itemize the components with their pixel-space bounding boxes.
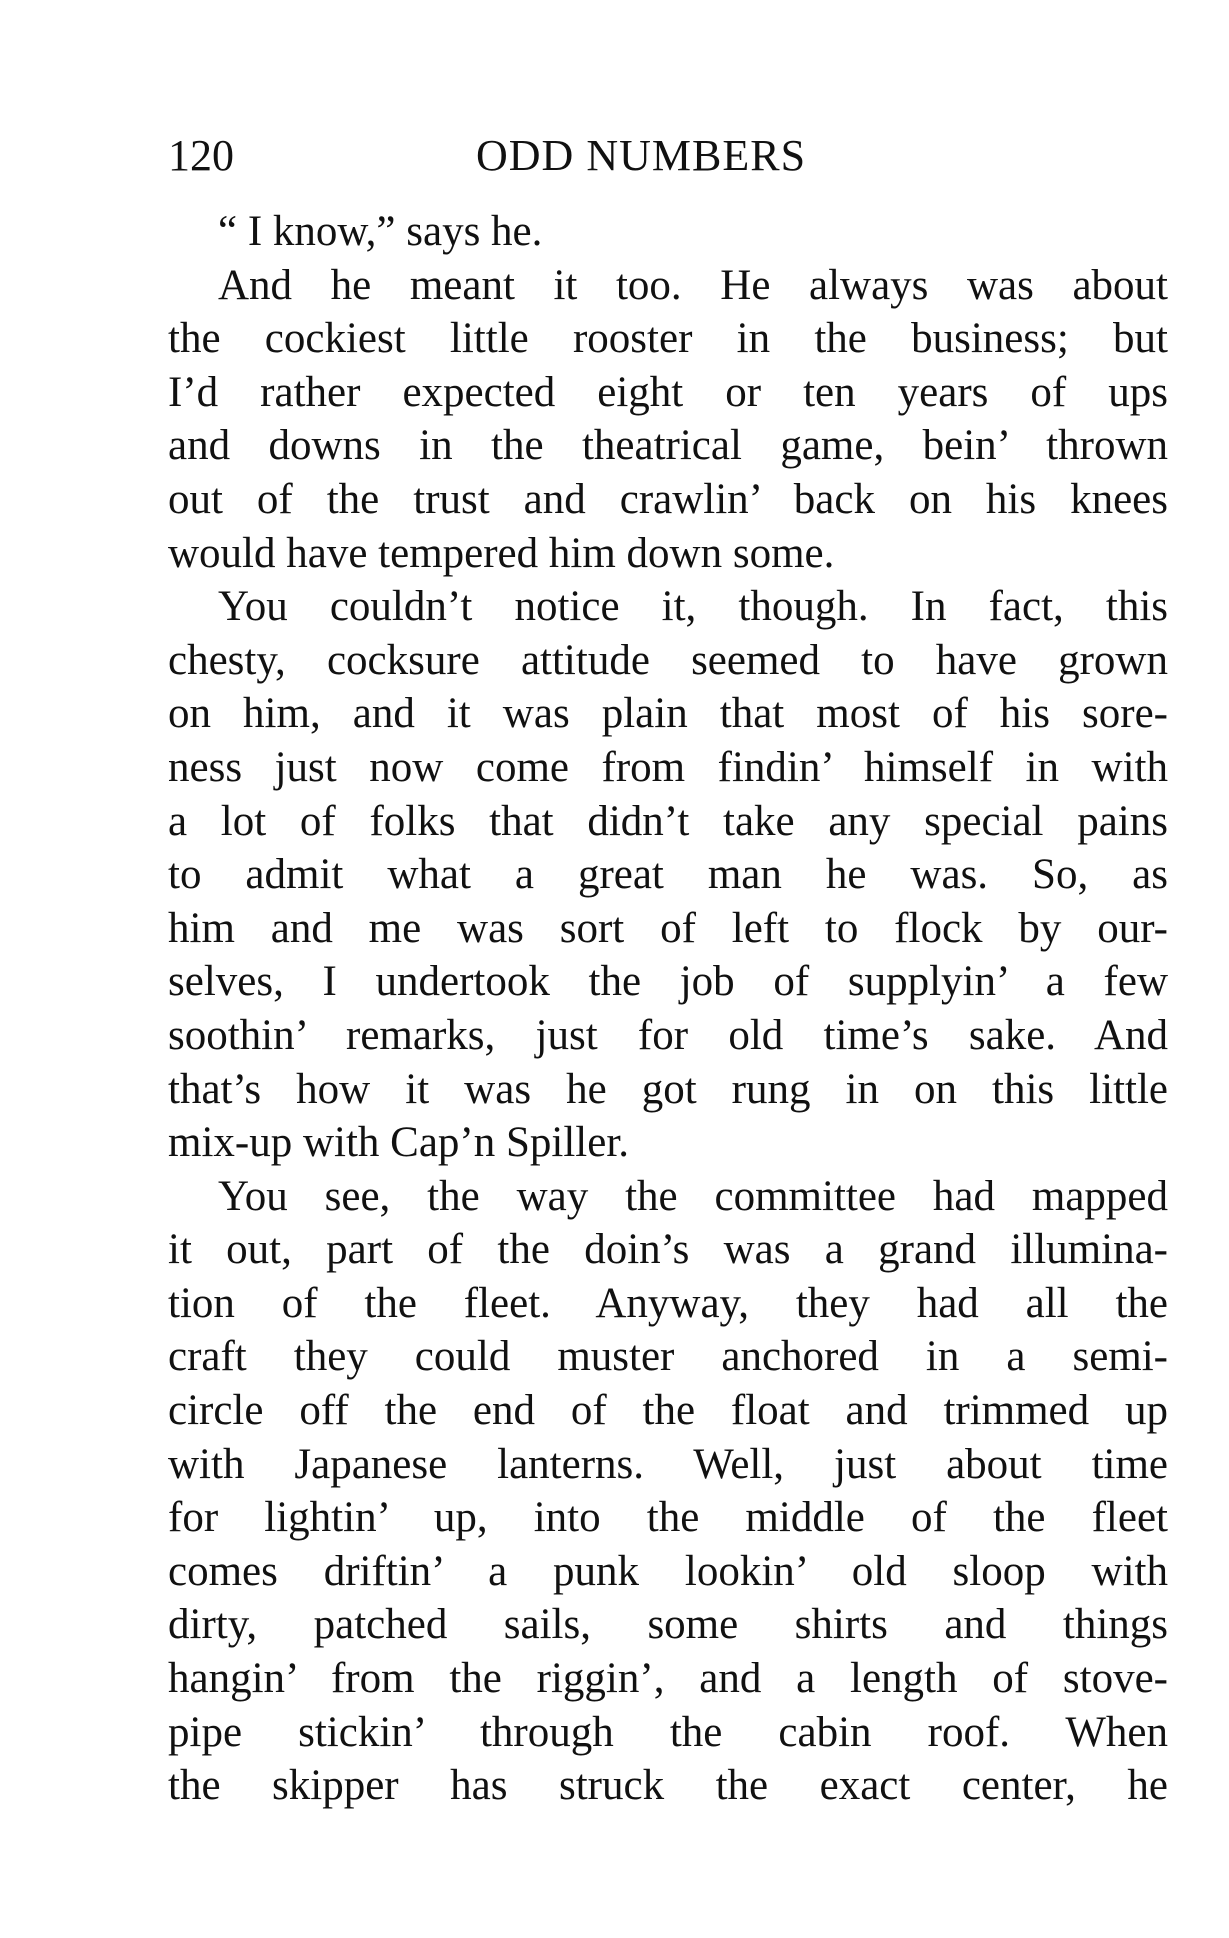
text-line: craft they could muster anchored in a semi- [168, 1333, 1168, 1381]
running-head: ODD NUMBERS [476, 131, 807, 180]
text-line: You couldn’t notice it, though. In fact, this [218, 583, 1168, 631]
text-line: “ I know,” says he. [218, 208, 543, 255]
text-line: with Japanese lanterns. Well, just about time [168, 1440, 1168, 1488]
text-line: You see, the way the committee had mapped [218, 1172, 1168, 1220]
text-line: circle off the end of the float and trimmed up [168, 1387, 1168, 1435]
text-line: comes driftin’ a punk lookin’ old sloop with [168, 1547, 1168, 1595]
text-line: would have tempered him down some. [168, 529, 835, 577]
text-line: selves, I undertook the job of supplyin’ a few [168, 958, 1168, 1006]
text-line: the skipper has struck the exact center, he [168, 1762, 1168, 1810]
text-line: out of the trust and crawlin’ back on his knees [168, 475, 1168, 523]
text-line: chesty, cocksure attitude seemed to have grown [168, 636, 1168, 684]
text-line: him and me was sort of left to flock by our- [168, 904, 1168, 952]
text-line: to admit what a great man he was. So, as [168, 851, 1168, 899]
text-line: that’s how it was he got rung in on this little [168, 1065, 1168, 1113]
text-line: on him, and it was plain that most of his sore- [168, 690, 1168, 738]
text-line: dirty, patched sails, some shirts and things [168, 1601, 1168, 1649]
text-line: a lot of folks that didn’t take any special pains [168, 797, 1168, 845]
text-line: the cockiest little rooster in the business; but [168, 315, 1168, 363]
text-line: And he meant it too. He always was about [218, 261, 1168, 309]
text-line: pipe stickin’ through the cabin roof. When [168, 1708, 1168, 1756]
text-line: I’d rather expected eight or ten years of ups [168, 368, 1168, 416]
text-line: mix-up with Cap’n Spiller. [168, 1119, 630, 1167]
text-line: soothin’ remarks, just for old time’s sake. And [168, 1011, 1168, 1059]
text-line: hangin’ from the riggin’, and a length of stove- [168, 1655, 1168, 1703]
text-line: for lightin’ up, into the middle of the fleet [168, 1494, 1168, 1542]
text-line: ness just now come from findin’ himself in with [168, 743, 1168, 791]
text-line: and downs in the theatrical game, bein’ thrown [168, 422, 1168, 470]
page-number: 120 [168, 131, 234, 180]
text-line: it out, part of the doin’s was a grand illumina- [168, 1226, 1168, 1274]
text-line: tion of the fleet. Anyway, they had all the [168, 1279, 1168, 1327]
body-text [168, 205, 1168, 1813]
page-header [168, 126, 1168, 186]
